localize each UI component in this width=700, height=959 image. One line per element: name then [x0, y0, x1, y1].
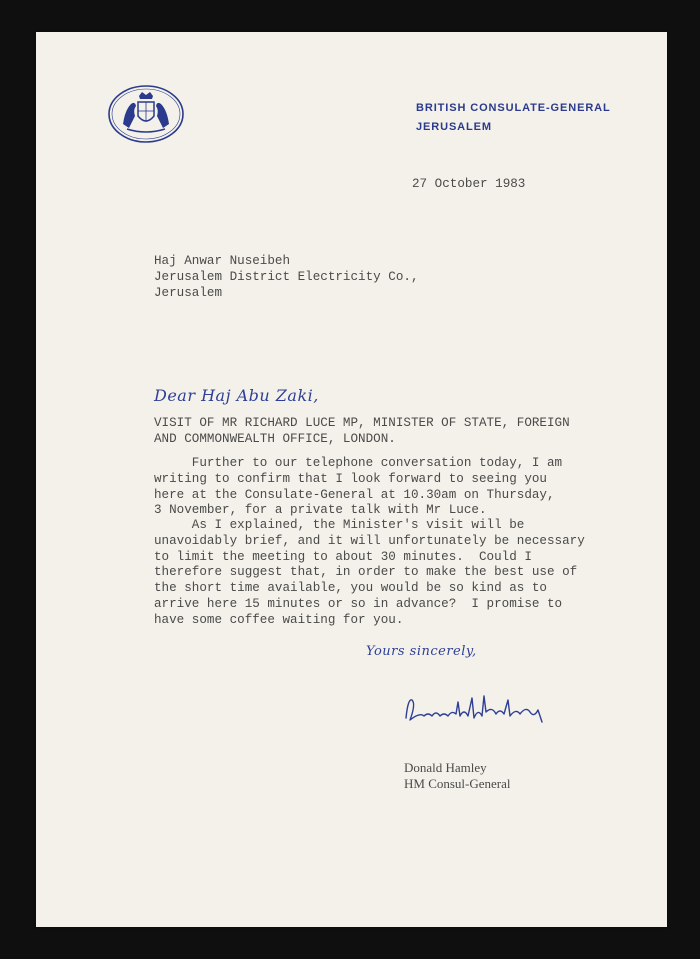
subject-line-1: VISIT OF MR RICHARD LUCE MP, MINISTER OF STATE, FOREIGN — [154, 416, 570, 430]
sender-title: HM Consul-General — [404, 775, 511, 791]
paragraph-line: to limit the meeting to about 30 minutes. Could I — [154, 549, 532, 564]
handwritten-valediction: Yours sincerely, — [366, 644, 477, 659]
paragraph-line: here at the Consulate-General at 10.30am on Thursday, — [154, 487, 555, 502]
recipient-address — [154, 254, 419, 301]
paragraph-line: therefore suggest that, in order to make the best use of — [154, 565, 578, 580]
paragraph-line: have some coffee waiting for you. — [154, 612, 404, 627]
paragraph-line: writing to confirm that I look forward to seeing you — [154, 471, 547, 486]
paragraph-line: unavoidably brief, and it will unfortunately be necessary — [154, 533, 585, 548]
body-paragraph-2 — [154, 518, 585, 629]
letterhead — [416, 99, 611, 137]
subject-heading — [154, 416, 570, 448]
paragraph-line: As I explained, the Minister's visit will be — [154, 518, 525, 532]
subject-line-2: AND COMMONWEALTH OFFICE, LONDON. — [154, 431, 396, 446]
paragraph-line: the short time available, you would be so kind as to — [154, 581, 547, 596]
paragraph-line: 3 November, for a private talk with Mr Luce. — [154, 503, 487, 518]
body-paragraph-1 — [154, 456, 562, 519]
letter-page — [36, 32, 667, 927]
letterhead-line-1: BRITISH CONSULATE-GENERAL — [416, 102, 611, 114]
recipient-line-2: Jerusalem District Electricity Co., — [154, 269, 419, 284]
handwritten-signature — [402, 692, 552, 726]
paragraph-line: Further to our telephone conversation today, I am — [154, 456, 563, 470]
recipient-line-1: Haj Anwar Nuseibeh — [154, 254, 291, 268]
handwritten-salutation: Dear Haj Abu Zaki, — [154, 386, 319, 405]
sender-name: Donald Hamley — [404, 760, 487, 775]
letterhead-line-2: JERUSALEM — [416, 121, 492, 133]
letter-date: 27 October 1983 — [412, 177, 526, 191]
recipient-line-3: Jerusalem — [154, 285, 223, 300]
royal-coat-of-arms-icon — [107, 84, 185, 144]
paragraph-line: arrive here 15 minutes or so in advance? I promise to — [154, 596, 563, 611]
sender-block — [404, 760, 511, 791]
